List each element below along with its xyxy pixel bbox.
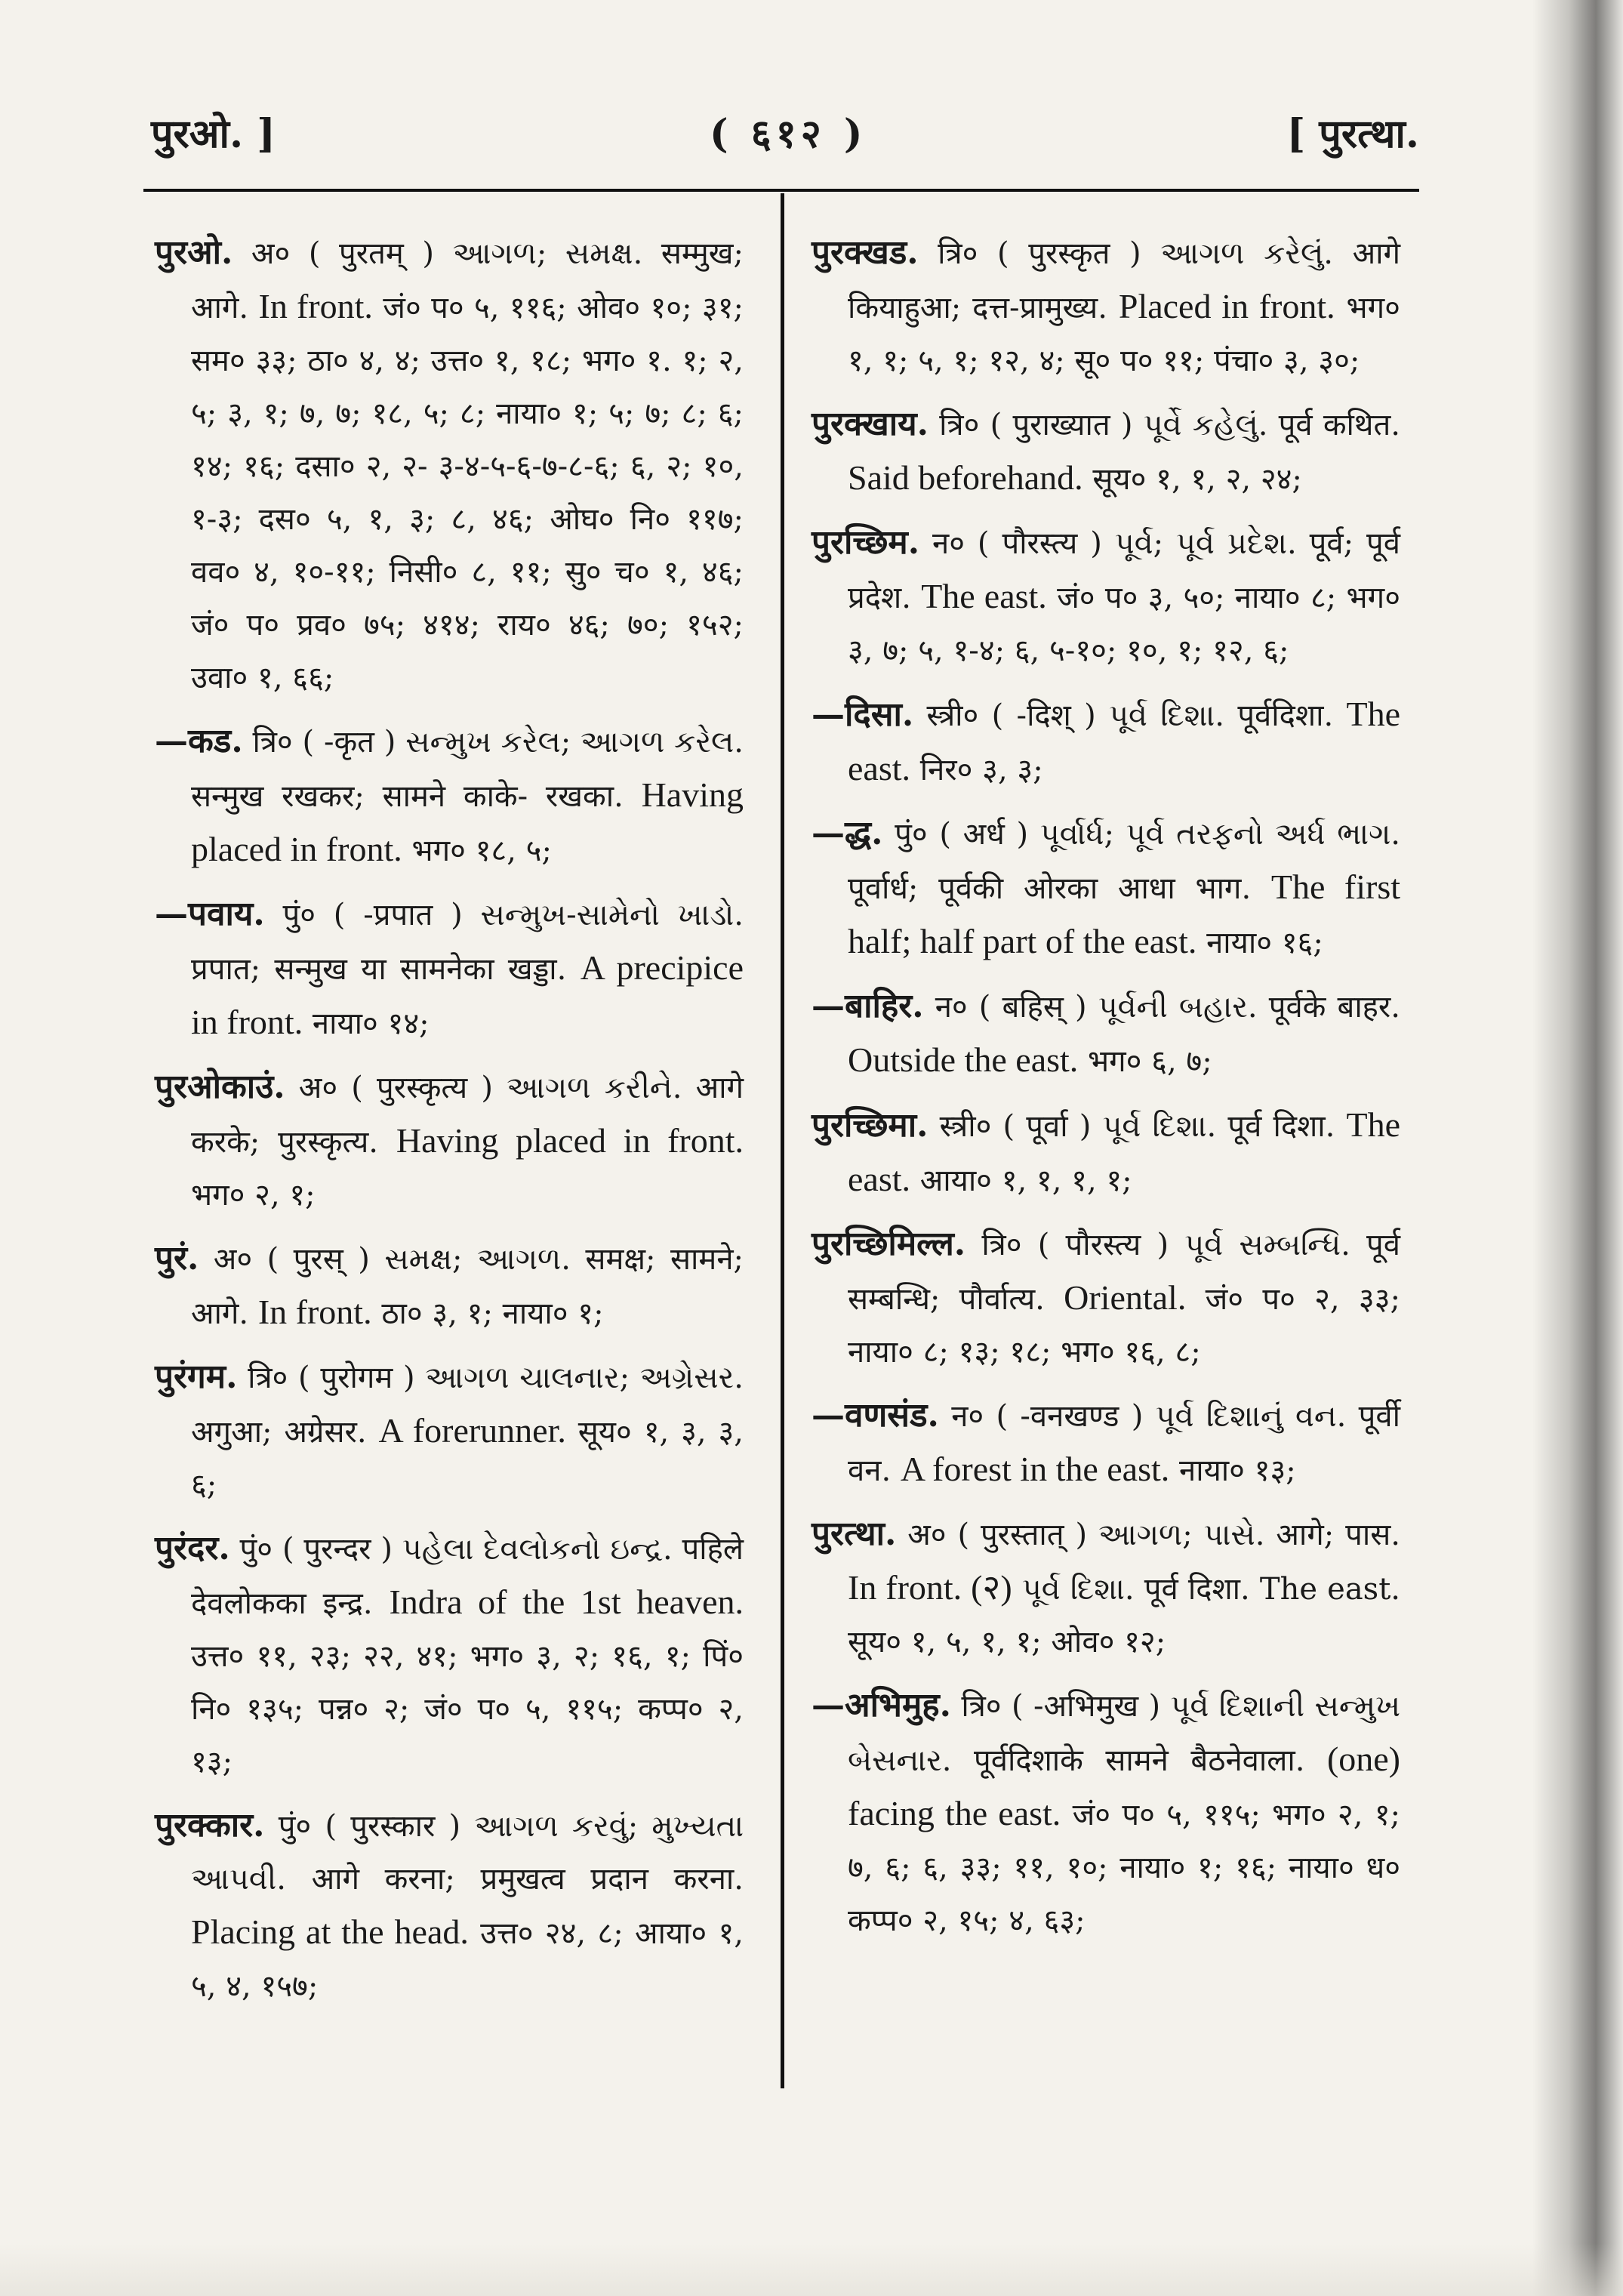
dictionary-entry (155, 1522, 744, 1789)
entry-references: निर० ३, ३; (919, 753, 1043, 787)
entry-references: सूय० १, १, २, २४; (1092, 462, 1302, 497)
entry-references: પૂર્વ દિશા. पूर्व दिशा. The east. सूय० १, ५, १, १; ओव० १२; (848, 1572, 1400, 1660)
entry-references: आया० १, १, १, १; (919, 1163, 1132, 1198)
dictionary-entry (812, 1389, 1400, 1497)
entry-english-gloss: Placing at the head. (191, 1912, 469, 1951)
entry-headword: पुरक्खाय. (812, 405, 929, 443)
page-binding-shadow (1532, 0, 1623, 2296)
entry-definition: पुं० ( पुरस्कार ) આગળ કરવું; મુખ્યતા આપવી. आगे करना; प्रमुखत्व प्रदान करना. (191, 1809, 744, 1897)
dictionary-entry (812, 398, 1400, 506)
entry-references: उत्त० २४, ८; आया० १, ५, ४, १५७; (191, 1916, 744, 2004)
entry-english-gloss: (one) facing the east. (848, 1740, 1400, 1832)
entry-english-gloss: The east. (848, 1105, 1400, 1198)
entry-english-gloss: A forest in the east. (900, 1450, 1170, 1488)
dictionary-entry (812, 807, 1400, 969)
entry-english-gloss: Said beforehand. (848, 458, 1083, 497)
entry-english-gloss: Having placed in front. (191, 775, 744, 868)
dictionary-entry (155, 1351, 744, 1512)
entry-definition: न० ( -वनखण्ड ) પૂર્વ દિશાનું વન. पूर्वी वन. (848, 1399, 1400, 1488)
entry-english-gloss: Placed in front. (1118, 287, 1335, 325)
entry-references: नाया० १६; (1206, 926, 1323, 960)
entry-english-gloss: Having placed in front. (396, 1121, 744, 1160)
entry-headword: पुरंदर. (155, 1529, 230, 1567)
entry-definition: त्रि० ( पौरस्त्य ) પૂર્વ સમ્બન્ધિ. पूर्व सम्बन्धि; पौर्वात्य. (848, 1228, 1400, 1317)
header-left-catchword: पुरओ. ] (151, 111, 276, 157)
dictionary-entry (155, 227, 744, 704)
entry-english-gloss: In front. (258, 287, 373, 325)
dictionary-entry (812, 980, 1400, 1088)
page-bottom-edge (0, 2243, 1623, 2296)
entry-definition: अ० ( पुरस् ) સમક્ષ; આગળ. समक्ष; सामने; आगे. (191, 1242, 744, 1331)
entry-references: जं० प० ३, ५०; नाया० ८; भग० ३, ७; ५, १-४; ६, ५-१०; १०, १; १२, ६; (848, 581, 1400, 668)
entry-definition: अ० ( पुरस्तात् ) આગળ; પાસે. आगे; पास. (907, 1518, 1400, 1552)
entry-headword: पुरत्था. (812, 1515, 897, 1553)
entry-references: ठा० ३, १; नाया० १; (381, 1296, 604, 1331)
entry-definition: पुं० ( -प्रपात ) સન્મુખ-સામેનો ખાડો. प्रपात; सन्मुख या सामनेका खड्डा. (191, 898, 744, 987)
entry-references: नाया० १३; (1179, 1453, 1296, 1488)
entry-definition: त्रि० ( पुरस्कृत ) આગળ કરેલું. आगे कियाहुआ; दत्त-प्रामुख्य. (848, 236, 1400, 325)
dictionary-entry (155, 1232, 744, 1340)
entry-headword: पुरंगम. (155, 1358, 238, 1396)
entry-references: जं० प० ५, ११५; भग० २, १; ७, ६; ६, ३३; ११, १०; नाया० १; १६; नाया० ध० कप्प० २, १५; ४, ६३; (848, 1798, 1400, 1938)
entry-headword: पुरं. (155, 1239, 199, 1277)
entry-references: उत्त० ११, २३; २२, ४१; भग० ३, २; १६, १; पिं० नि० १३५; पन्न० २; जं० प० ५, ११५; कप्प० २, १३; (191, 1639, 744, 1780)
entry-headword: —वणसंड. (812, 1396, 939, 1435)
entry-definition: स्त्री० ( -दिश् ) પૂર્વ દિશા. पूर्वदिशा. (926, 698, 1334, 733)
dictionary-entry (155, 888, 744, 1050)
dictionary-entry (812, 1679, 1400, 1947)
entry-definition: पुं० ( पुरन्दर ) પહેલા દેવલોકનો ઇન્દ્ર. पहिले देवलोकका इन्द्र. (191, 1532, 744, 1621)
entry-definition: त्रि० ( -कृत ) સન્મુખ કરેલ; આગળ કરેલ. सन्मुख रखकर; सामने काके- रखका. (191, 725, 744, 814)
entry-headword: पुरक्कार. (155, 1806, 265, 1845)
entry-english-gloss: The east. (848, 695, 1400, 787)
entry-definition: त्रि० ( पुरोगम ) આગળ ચાલનાર; અગ્રેસર. अगुआ; अग्रेसर. (191, 1361, 744, 1450)
entry-english-gloss: Oriental. (1064, 1278, 1187, 1317)
entry-definition: पुं० ( अर्ध ) પૂર્વાર્ધ; પૂર્વ તરફનો અર્ધ ભાગ. पूर्वार्ध; पूर्वकी ओरका आधा भाग. (848, 817, 1401, 906)
entry-references: भग० ६, ७; (1088, 1044, 1212, 1079)
dictionary-entry (812, 1508, 1400, 1669)
entry-definition: अ० ( पुरस्कृत्य ) આગળ કરીને. आगे करके; पुरस्कृत्य. (191, 1071, 744, 1160)
entry-headword: पुरओकाउं. (155, 1068, 285, 1106)
entry-english-gloss: A forerunner. (378, 1411, 566, 1450)
header-rule (143, 189, 1419, 192)
entry-references: जं० प० २, ३३; नाया० ८; १३; १८; भग० १६, ८; (848, 1282, 1400, 1370)
entry-references: सूय० १, ३, ३, ६; (191, 1415, 744, 1502)
dictionary-entry (812, 516, 1400, 677)
entry-headword: पुरच्छिम. (812, 523, 920, 562)
entry-headword: —कड. (155, 722, 243, 760)
right-column (812, 227, 1400, 1958)
entry-english-gloss: In front. (257, 1293, 372, 1331)
header-right-catchword: [ पुरत्था. (1286, 111, 1419, 157)
page-header (151, 106, 1419, 166)
entry-definition: त्रि० ( -अभिमुख ) પૂર્વ દિશાની સન્મુખ બેસનાર. पूर्वदिशाके सामने बैठनेवाला. (848, 1689, 1401, 1778)
entry-english-gloss: Indra of the 1st heaven. (389, 1583, 744, 1621)
entry-references: भग० २, १; (191, 1178, 316, 1213)
entry-english-gloss: A precipice in front. (191, 948, 744, 1041)
entry-headword: —अभिमुह. (812, 1686, 951, 1724)
entry-headword: —द्ध. (812, 814, 883, 852)
entry-headword: —बाहिर. (812, 987, 924, 1025)
entry-english-gloss: The east. (921, 577, 1047, 615)
entry-english-gloss: Outside the east. (848, 1040, 1079, 1079)
left-column (155, 227, 744, 2023)
entry-references: भग० १८, ५; (411, 834, 552, 868)
entry-headword: पुरच्छिमा. (812, 1106, 929, 1145)
entry-definition: त्रि० ( पुराख्यात ) પૂર્વે કહેલું. पूर्व कथित. (939, 408, 1400, 442)
entry-references: जं० प० ५, ११६; ओव० १०; ३१; सम० ३३; ठा० ४, ४; उत्त० १, १८; भग० १. १; २, ५; ३, १; ७, ७; १८, ५; ८; नाया० १; ५; ७; ८; ६; १४; १६; दसा० २, २- ३-४-५-६-७-८-६; ६, २; १०, १-३; दस० ५, १, ३; ८, ४६; ओघ० नि० ११७; वव० ४, १०-११; निसी० ८, ११; सु० च० १, ४६; जं० प० प्रव० ७५; ४१४; राय० ४६; ७०; १५२; उवा० १, ६६; (191, 291, 744, 695)
entry-headword: पुरच्छिमिल्ल. (812, 1225, 966, 1263)
dictionary-entry (812, 227, 1400, 387)
page-number: ( ६१२ ) (710, 111, 867, 157)
dictionary-entry (155, 1061, 744, 1222)
entry-headword: —पवाय. (155, 895, 265, 933)
dictionary-entry (812, 688, 1400, 797)
entry-english-gloss: In front. (२) (848, 1568, 1012, 1607)
entry-definition: स्त्री० ( पूर्वा ) પૂર્વ દિશા. पूर्व दिशा. (939, 1109, 1335, 1144)
dictionary-entry (812, 1218, 1400, 1379)
entry-headword: —दिसा. (812, 695, 914, 734)
entry-references: नाया० १४; (312, 1006, 430, 1041)
entry-english-gloss: The first half; half part of the east. (848, 868, 1400, 960)
dictionary-entry (155, 1799, 744, 2013)
entry-definition: अ० ( पुरतम् ) આગળ; સમક્ષ. सम्मुख; आगे. (191, 236, 744, 325)
dictionary-entry (155, 715, 744, 877)
entry-definition: न० ( बहिस् ) પૂર્વની બહાર. पूर्वके बाहर. (935, 990, 1400, 1025)
entry-definition: न० ( पौरस्त्य ) પૂર્વ; પૂર્વ પ્રદેશ. पूर्व; पूर्व प्रदेश. (848, 526, 1400, 615)
column-divider (781, 193, 784, 2088)
entry-headword: पुरओ. (155, 233, 233, 272)
entry-references: भग० १, १; ५, १; १२, ४; सू० प० ११; पंचा० ३, ३०; (848, 291, 1400, 378)
entry-headword: पुरक्खड. (812, 233, 919, 272)
dictionary-entry (812, 1099, 1400, 1207)
